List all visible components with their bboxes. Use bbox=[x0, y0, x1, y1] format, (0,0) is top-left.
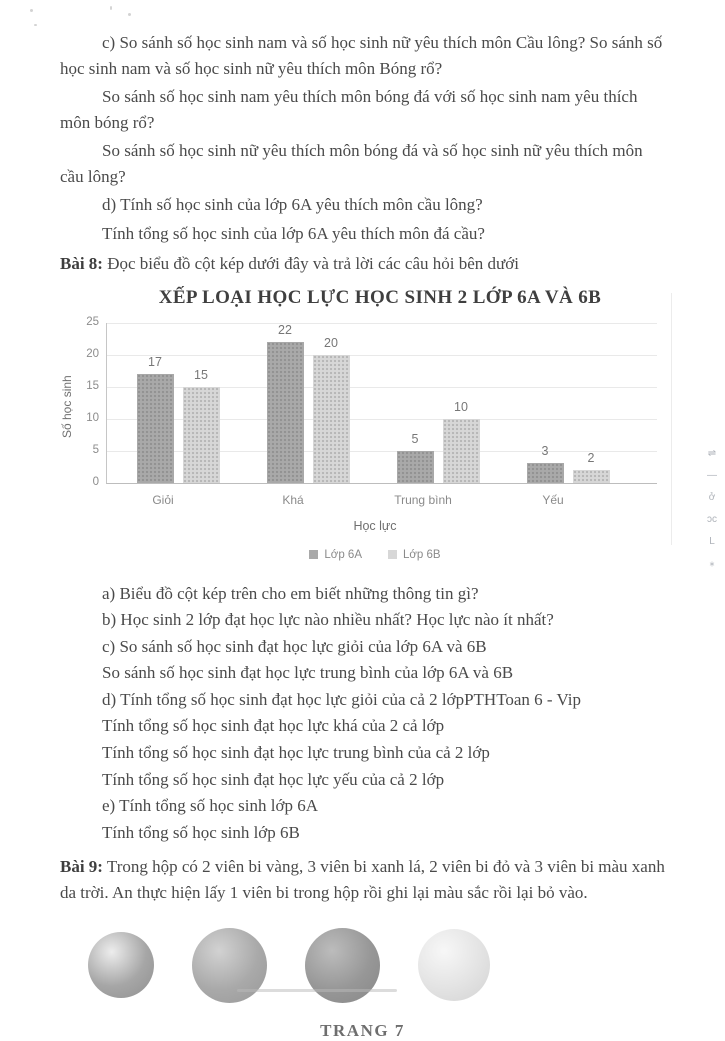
bar-value-label: 5 bbox=[411, 431, 419, 446]
legend-label: Lớp 6A bbox=[324, 548, 362, 561]
bai8-questions bbox=[0, 581, 725, 847]
question-line: Tính tổng số học sinh đạt học lực yếu của cả 2 lớp bbox=[102, 769, 445, 789]
bar-lớp-6b bbox=[573, 450, 610, 483]
category-axis bbox=[92, 493, 642, 507]
question-line: Tính tổng số học sinh đạt học lực khá của 2 cả lớp bbox=[102, 716, 445, 736]
paragraph: d) Tính số học sinh của lớp 6A yêu thích môn cầu lông? bbox=[102, 195, 483, 214]
bleed-mark: ⇌ bbox=[707, 448, 717, 459]
y-tick-label: 5 bbox=[92, 443, 99, 456]
blue-marble bbox=[418, 929, 490, 1001]
bar-group bbox=[379, 323, 497, 483]
bleed-mark: L bbox=[709, 536, 715, 547]
legend-label: Lớp 6B bbox=[403, 548, 441, 561]
scan-speck bbox=[30, 9, 33, 12]
bar-lớp-6b bbox=[183, 367, 220, 483]
category-label: Trung bình bbox=[394, 492, 452, 507]
paragraph: So sánh số học sinh nam yêu thích môn bóng đá với số học sinh nam yêu thích môn bóng rổ? bbox=[60, 87, 638, 132]
bar-value-label: 17 bbox=[148, 354, 162, 369]
bar-value-label: 15 bbox=[194, 367, 208, 382]
yellow-marble bbox=[88, 932, 154, 998]
y-axis-label: Số học sinh bbox=[60, 375, 74, 438]
category-label: Giỏi bbox=[152, 492, 174, 507]
bar-lớp-6a bbox=[137, 354, 174, 483]
y-tick-label: 10 bbox=[86, 411, 99, 424]
question-line: Tính tổng số học sinh lớp 6B bbox=[102, 822, 300, 842]
scan-speck bbox=[34, 24, 37, 26]
bar-lớp-6b bbox=[443, 399, 480, 483]
bar-value-label: 10 bbox=[454, 399, 468, 414]
chart-title: XẾP LOẠI HỌC LỰC HỌC SINH 2 LỚP 6A VÀ 6B bbox=[158, 286, 602, 308]
bar-group bbox=[249, 323, 367, 483]
bleed-mark: — bbox=[707, 470, 717, 481]
scan-speck bbox=[110, 6, 112, 10]
paragraph: So sánh số học sinh nữ yêu thích môn bóng đá và số học sinh nữ yêu thích môn cầu lông? bbox=[60, 141, 643, 186]
page-bleed-marks bbox=[707, 448, 717, 569]
legend-item bbox=[309, 549, 362, 561]
bleed-mark: ɔc bbox=[707, 514, 717, 525]
paragraph: Tính tổng số học sinh của lớp 6A yêu thích môn đá cầu? bbox=[102, 223, 485, 243]
paragraph: c) So sánh số học sinh nam và số học sinh nữ yêu thích môn Cầu lông? So sánh số học sinh nam và số học sinh nữ yêu thích môn Bóng rổ? bbox=[60, 33, 663, 78]
bar-value-label: 22 bbox=[278, 322, 292, 337]
bar-lớp-6a bbox=[527, 444, 564, 482]
bai9-label: Bài 9: bbox=[60, 857, 103, 877]
y-tick-label: 0 bbox=[92, 475, 99, 488]
question-line: Tính tổng số học sinh đạt học lực trung bình của cả 2 lớp bbox=[102, 743, 490, 763]
top-paragraphs bbox=[0, 30, 725, 246]
marble-row bbox=[88, 925, 725, 1005]
chart-legend bbox=[70, 549, 680, 561]
question-line: So sánh số học sinh đạt học lực trung bình của lớp 6A và 6B bbox=[102, 663, 514, 683]
category-label: Khá bbox=[282, 492, 304, 507]
bar-lớp-6a bbox=[397, 431, 434, 483]
chart-frame-line bbox=[671, 293, 672, 545]
bar-groups bbox=[107, 323, 657, 483]
bai9-heading bbox=[60, 854, 667, 905]
bar-value-label: 3 bbox=[541, 444, 549, 459]
question-line: a) Biểu đồ cột kép trên cho em biết những thông tin gì? bbox=[102, 583, 479, 603]
bai8-label: Bài 8: bbox=[60, 254, 103, 273]
bar-lớp-6a bbox=[267, 322, 304, 483]
y-tick-label: 15 bbox=[86, 379, 99, 392]
bar-group bbox=[509, 323, 627, 483]
category-label: Yếu bbox=[542, 492, 564, 507]
question-line: d) Tính tổng số học sinh đạt học lực giỏi của cả 2 lớpPTHToan 6 - Vip bbox=[102, 689, 582, 709]
question-line: c) So sánh số học sinh đạt học lực giỏi của lớp 6A và 6B bbox=[102, 636, 487, 656]
y-tick-label: 25 bbox=[86, 315, 99, 328]
bai8-text: Đọc biểu đồ cột kép dưới đây và trả lời các câu hỏi bên dưới bbox=[102, 254, 519, 273]
bleed-mark: ⁎ bbox=[709, 558, 715, 569]
plot-area bbox=[86, 315, 657, 488]
question-line: e) Tính tổng số học sinh lớp 6A bbox=[102, 796, 318, 816]
page-footer: TRANG 7 bbox=[320, 1021, 405, 1041]
legend-swatch bbox=[388, 550, 397, 559]
dual-bar-chart bbox=[60, 287, 680, 561]
y-tick-label: 20 bbox=[86, 347, 99, 360]
bar-lớp-6b bbox=[313, 335, 350, 483]
bar-value-label: 2 bbox=[587, 450, 595, 465]
bar-value-label: 20 bbox=[324, 335, 338, 350]
bai8-heading bbox=[60, 251, 667, 277]
legend-swatch bbox=[309, 550, 318, 559]
legend-item bbox=[388, 549, 441, 561]
bai9-text: Trong hộp có 2 viên bi vàng, 3 viên bi xanh lá, 2 viên bi đỏ và 3 viên bi màu xanh da trời. An thực hiện lấy 1 viên bi trong hộp rồi ghi lại màu sắc rồi lại bỏ vào. bbox=[60, 857, 665, 902]
bar-group bbox=[119, 323, 237, 483]
scan-smudge bbox=[237, 989, 397, 992]
bleed-mark: ở bbox=[708, 492, 716, 503]
scan-speck bbox=[128, 13, 131, 16]
question-line: b) Học sinh 2 lớp đạt học lực nào nhiều nhất? Học lực nào ít nhất? bbox=[102, 610, 554, 630]
x-axis-label: Học lực bbox=[353, 518, 397, 533]
